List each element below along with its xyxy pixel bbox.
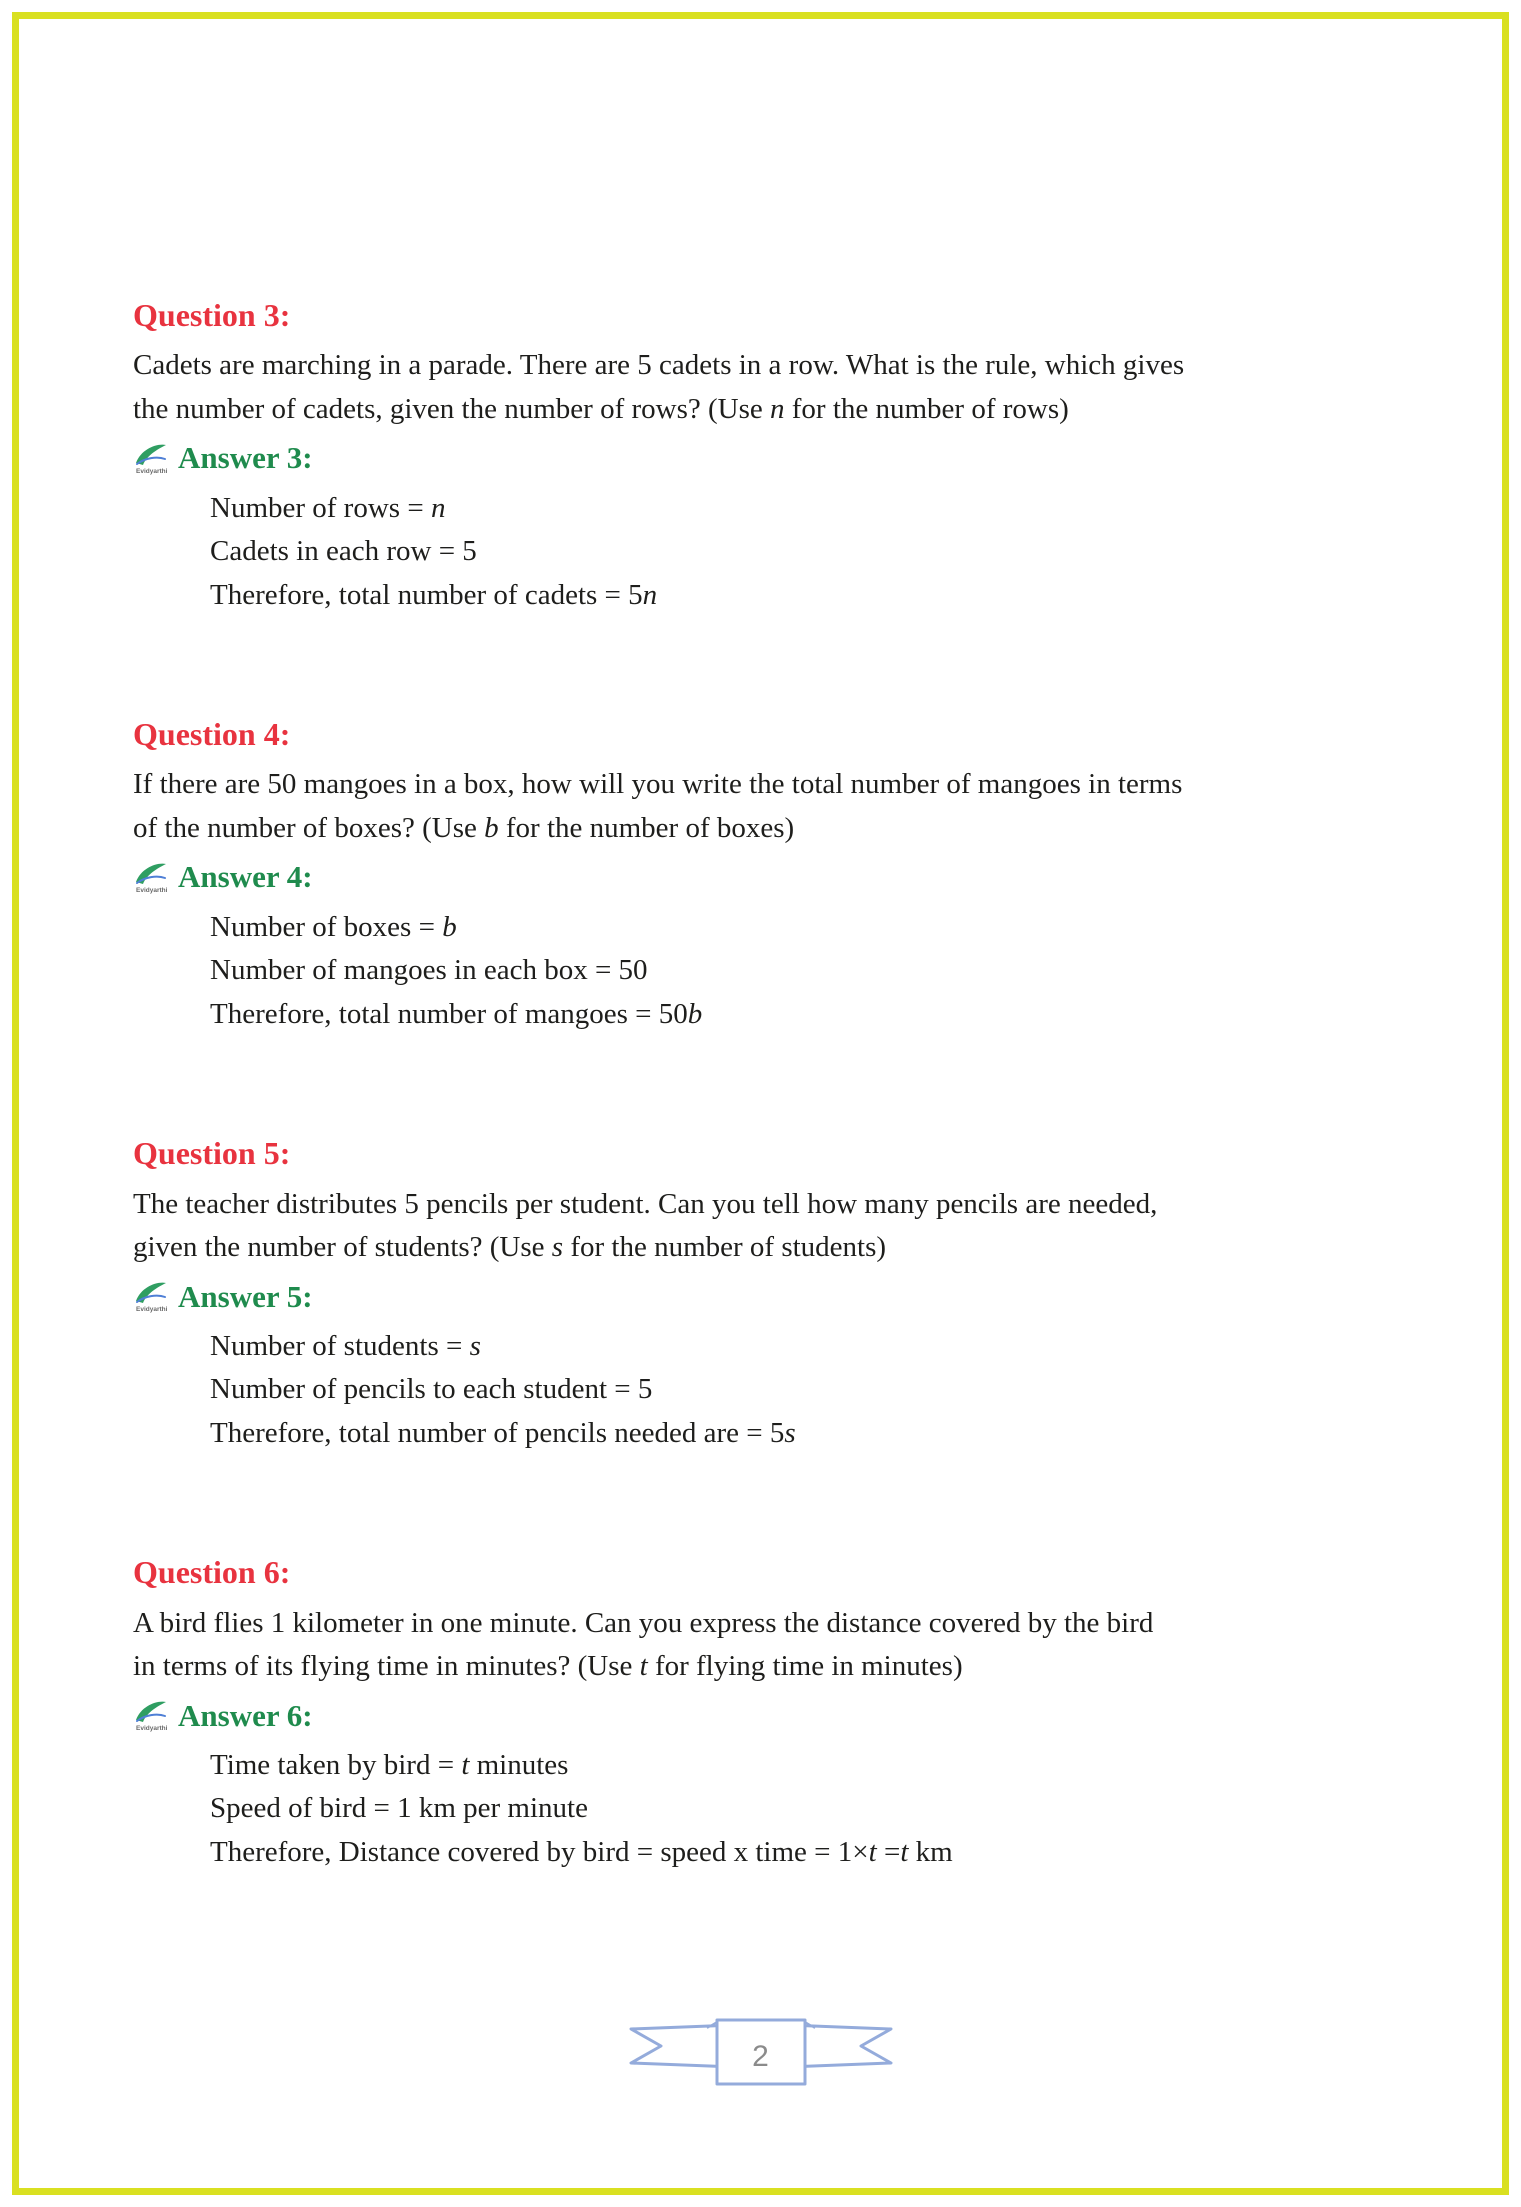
evidyarthi-logo-icon — [133, 859, 169, 895]
math-variable: t — [900, 1835, 909, 1868]
question-text-line: Cadets are marching in a parade. There are 5 cadets in a row. What is the rule, which gives — [133, 349, 1185, 382]
question-text-line: the number of cadets, given the number of rows? (Use n for the number of rows) — [133, 392, 1069, 425]
answer-line: Number of students = s — [210, 1329, 481, 1362]
answer-line: Cadets in each row = 5 — [210, 535, 477, 568]
math-variable: n — [642, 578, 658, 611]
answer-lines — [210, 1744, 1413, 1875]
answer-line: Therefore, total number of pencils needed are = 5s — [210, 1416, 796, 1449]
math-variable: n — [770, 392, 785, 425]
question-text — [133, 344, 1413, 431]
question-block — [133, 1134, 1413, 1455]
question-heading: Question 6: — [133, 1554, 291, 1591]
evidyarthi-logo-icon — [133, 1697, 169, 1733]
question-text-line: A bird flies 1 kilometer in one minute. Can you express the distance covered by the bird — [133, 1606, 1154, 1639]
answer-lines — [210, 487, 1413, 618]
math-variable: t — [868, 1835, 877, 1868]
question-text — [133, 763, 1413, 850]
question-heading: Question 3: — [133, 297, 291, 333]
answer-line: Number of mangoes in each box = 50 — [210, 954, 648, 987]
question-text-line: of the number of boxes? (Use b for the number of boxes) — [133, 811, 795, 844]
answer-heading-label: Answer 5: — [178, 1278, 313, 1314]
math-variable: n — [430, 491, 446, 524]
math-variable: s — [469, 1329, 481, 1362]
math-variable: t — [639, 1650, 648, 1683]
page-number-ribbon — [611, 2012, 911, 2097]
evidyarthi-logo-icon — [133, 440, 169, 476]
answer-line: Speed of bird = 1 km per minute — [210, 1792, 588, 1825]
question-block — [133, 1553, 1413, 1874]
answer-line: Therefore, total number of cadets = 5n — [210, 578, 658, 611]
answer-heading — [133, 858, 1413, 895]
question-block — [133, 715, 1413, 1036]
answer-heading — [133, 1278, 1413, 1315]
math-variable: s — [784, 1416, 796, 1449]
answer-heading — [133, 439, 1413, 476]
answer-heading-label: Answer 3: — [178, 440, 313, 476]
math-variable: b — [442, 910, 457, 943]
question-heading: Question 4: — [133, 716, 291, 753]
evidyarthi-logo-icon — [133, 1278, 169, 1314]
answer-line: Number of rows = n — [210, 491, 446, 524]
math-variable: b — [484, 811, 499, 844]
math-variable: s — [551, 1231, 564, 1264]
question-text-line: given the number of students? (Use s for the number of students) — [133, 1231, 887, 1264]
answer-line: Therefore, Distance covered by bird = speed x time = 1×t =t km — [210, 1835, 953, 1868]
question-block — [133, 296, 1413, 617]
answer-line: Therefore, total number of mangoes = 50b — [210, 997, 703, 1030]
question-text — [133, 1602, 1413, 1689]
svg-text:Evidyarthi: Evidyarthi — [136, 467, 168, 475]
svg-text:Evidyarthi: Evidyarthi — [136, 887, 168, 895]
math-variable: b — [687, 997, 703, 1030]
answer-line: Time taken by bird = t minutes — [210, 1748, 569, 1781]
question-text-line: in terms of its flying time in minutes? (Use t for flying time in minutes) — [133, 1650, 963, 1683]
content — [133, 296, 1413, 1972]
answer-line: Number of boxes = b — [210, 910, 457, 943]
svg-text:Evidyarthi: Evidyarthi — [136, 1725, 168, 1733]
question-heading: Question 5: — [133, 1135, 291, 1172]
answer-line: Number of pencils to each student = 5 — [210, 1373, 653, 1406]
page-number: 2 — [752, 2039, 769, 2073]
svg-text:Evidyarthi: Evidyarthi — [136, 1306, 168, 1314]
answer-heading — [133, 1697, 1413, 1734]
question-text — [133, 1183, 1413, 1270]
answer-lines — [210, 1325, 1413, 1456]
answer-heading-label: Answer 6: — [178, 1697, 313, 1733]
answer-lines — [210, 906, 1413, 1037]
question-text-line: The teacher distributes 5 pencils per student. Can you tell how many pencils are needed, — [133, 1187, 1158, 1220]
math-variable: t — [461, 1748, 470, 1781]
answer-heading-label: Answer 4: — [178, 859, 313, 895]
question-text-line: If there are 50 mangoes in a box, how will you write the total number of mangoes in terms — [133, 768, 1183, 801]
